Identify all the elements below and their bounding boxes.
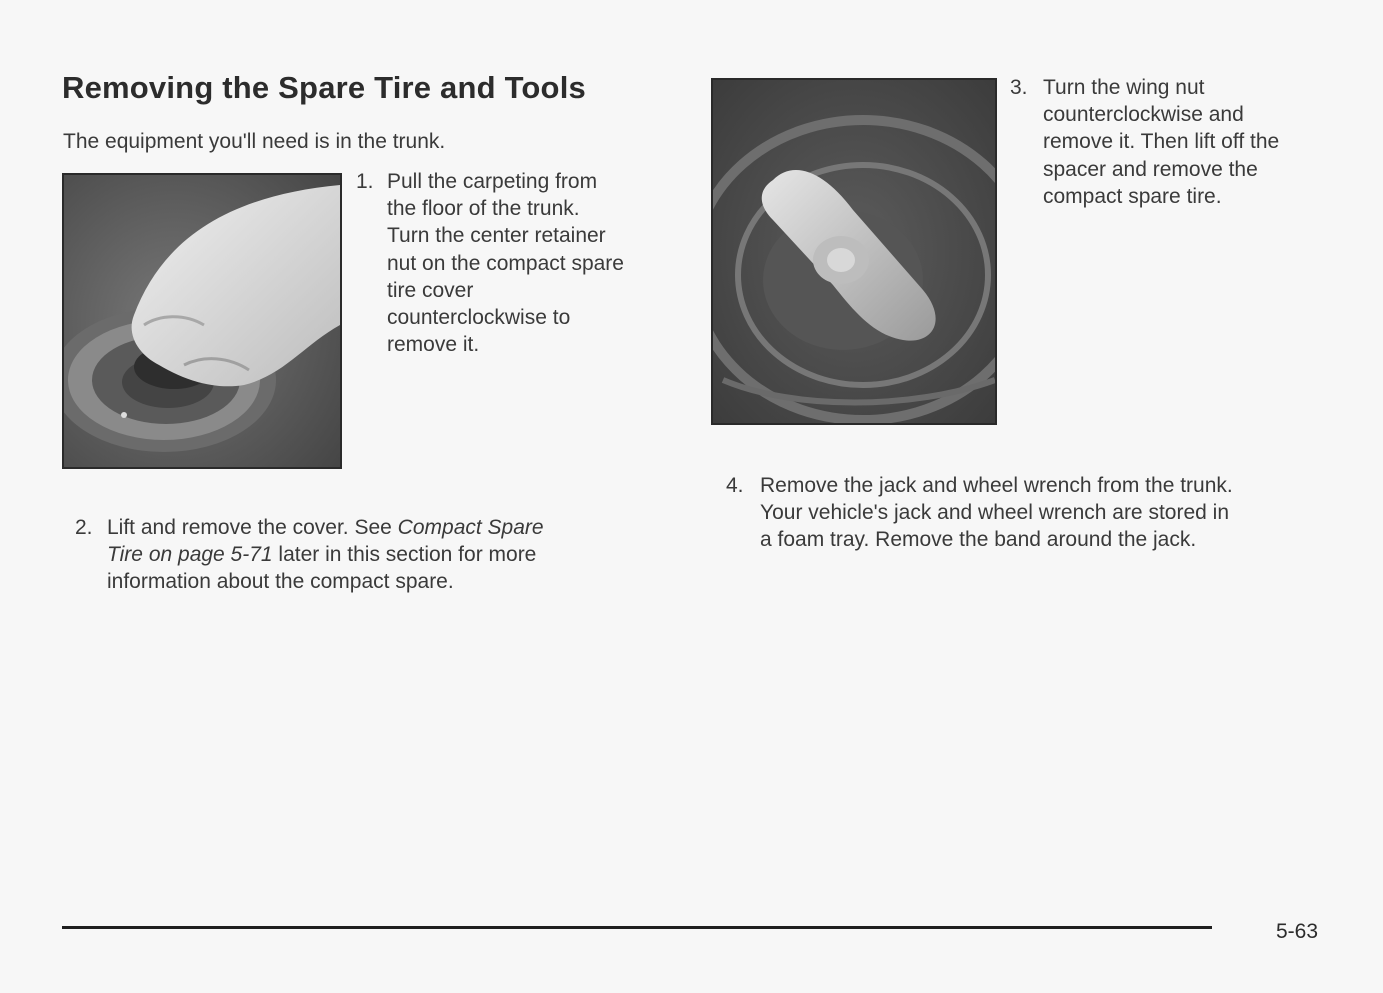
photo-retainer-nut [62,173,342,469]
text-line: remove it. [387,333,480,357]
step-text [387,168,677,358]
step-number: 2. [75,516,93,539]
step-number: 4. [726,474,744,497]
text-line: the floor of the trunk. [387,197,580,221]
cross-reference: Tire on page 5-71 [107,543,273,567]
text-line: Turn the wing nut [1043,76,1205,99]
step-number: 1. [356,170,374,193]
step-2 [75,514,635,604]
step-4 [726,472,1326,562]
text-line [107,514,635,541]
page-title: Removing the Spare Tire and Tools [62,70,586,105]
footer-rule [62,926,1212,929]
text-line: tire cover [387,278,474,302]
text-line: counterclockwise to [387,306,571,330]
text-line: Your vehicle's jack and wheel wrench are stored in [760,501,1229,525]
text-line: spacer and remove the [1043,157,1258,181]
step-1 [356,168,676,368]
text-line: Pull the carpeting from [387,170,598,193]
step-text [107,514,635,596]
text-line [107,541,635,568]
text-segment: Lift and remove the cover. See [107,516,398,539]
step-number: 3. [1010,76,1028,99]
cross-reference: Compact Spare [397,516,544,539]
text-segment: later in this section for more [272,543,537,567]
step-text [1043,74,1338,210]
text-line: compact spare tire. [1043,184,1222,208]
text-line: counterclockwise and [1043,103,1244,127]
intro-text: The equipment you'll need is in the trunk. [63,130,446,153]
text-line: remove it. Then lift off the [1043,130,1280,154]
text-line: nut on the compact spare [387,251,624,275]
page-number: 5-63 [1276,920,1319,943]
text-line: a foam tray. Remove the band around the jack. [760,528,1197,552]
text-line: information about the compact spare. [107,570,454,594]
step-text [760,472,1326,554]
text-line: Remove the jack and wheel wrench from the trunk. [760,474,1233,497]
text-line: Turn the center retainer [387,224,606,248]
step-3 [1010,74,1340,214]
photo-wing-nut [711,78,997,425]
